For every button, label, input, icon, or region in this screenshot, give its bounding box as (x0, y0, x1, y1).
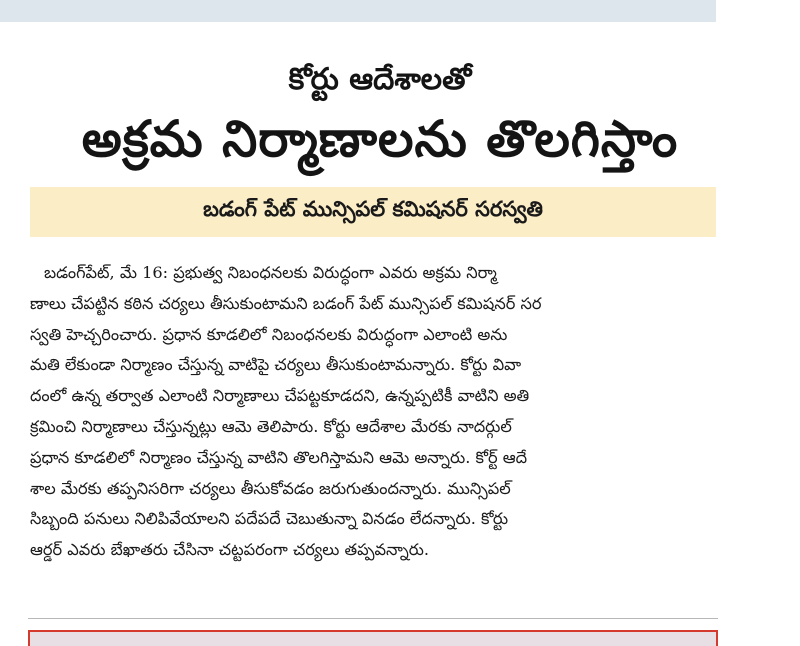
body-line: సిబ్బంది పనులు నిలిపివేయాలని పదేపదే చెబుతున్నా వినడం లేదన్నారు. కోర్టు (30, 509, 509, 529)
body-line: స్వతి హెచ్చరించారు. ప్రధాన కూడలిలో నిబంధనలకు విరుద్ధంగా ఎలాంటి అను (30, 324, 508, 344)
body-line: ప్రధాన కూడలిలో నిర్మాణం చేస్తున్న వాటిని తొలగిస్తామని ఆమె అన్నారు. కోర్ట్ ఆదే (30, 447, 528, 467)
body-line: ఆర్డర్ ఎవరు బేఖాతరు చేసినా చట్టపరంగా చర్యలు తప్పవన్నారు. (30, 540, 430, 560)
article-kicker: కోర్టు ఆదేశాలతో (288, 62, 472, 97)
body-line: దంలో ఉన్న తర్వాత ఎలాంటి నిర్మాణాలు చేపట్టకూడదని, ఉన్నప్పటికీ వాటిని అతి (30, 386, 530, 406)
body-line: మతి లేకుండా నిర్మాణం చేస్తున్న వాటిపై చర్యలు తీసుకుంటామన్నారు. కోర్టు వివా (30, 355, 522, 375)
article-deck (30, 187, 716, 237)
next-article-image-frame (28, 630, 718, 646)
body-line: ణాలు చేపట్టిన కఠిన చర్యలు తీసుకుంటామని బడంగ్ పేట్ మున్సిపల్ కమిషనర్ సర (30, 293, 542, 313)
article-divider (28, 618, 718, 619)
body-line: శాల మేరకు తప్పనిసరిగా చర్యలు తీసుకోవడం జరుగుతుందన్నారు. మున్సిపల్ (30, 478, 511, 498)
body-line: క్రమించి నిర్మాణాలు చేస్తున్నట్లు ఆమె తెలిపారు. కోర్టు ఆదేశాల మేరకు నాదర్గుల్ (30, 416, 512, 436)
body-line: బడంగ్‌పేట్, మే 16: ప్రభుత్వ నిబంధనలకు విరుద్ధంగా ఎవరు అక్రమ నిర్మా (44, 263, 497, 282)
article-headline: అక్రమ నిర్మాణాలను తొలగిస్తాం (81, 110, 679, 168)
article-deck-text: బడంగ్ పేట్ మున్సిపల్ కమిషనర్ సరస్వతి (203, 197, 543, 221)
article-body (30, 258, 718, 566)
page-header-strip (0, 0, 716, 22)
